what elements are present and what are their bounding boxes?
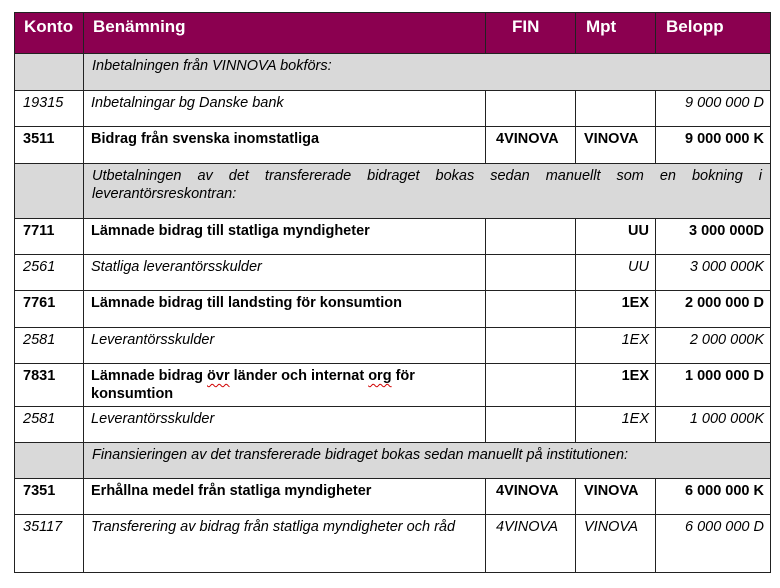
- fin-cell: [486, 291, 576, 328]
- mpt-cell: 1EX: [576, 328, 656, 364]
- mpt-cell: UU: [576, 255, 656, 291]
- belopp-cell: 9 000 000 K: [656, 127, 771, 164]
- benamning-cell: Statliga leverantörsskulder: [84, 255, 486, 291]
- header-fin: FIN: [486, 13, 576, 54]
- table-row: [15, 255, 771, 291]
- belopp-cell: 6 000 000 D: [656, 515, 771, 573]
- header-benamning: Benämning: [84, 13, 486, 54]
- fin-cell: 4VINOVA: [486, 127, 576, 164]
- header-konto: Konto: [15, 13, 84, 54]
- konto-cell: 7761: [15, 291, 84, 328]
- konto-cell: 35117: [15, 515, 84, 573]
- table-row: [15, 515, 771, 573]
- belopp-cell: 3 000 000D: [656, 219, 771, 255]
- mpt-cell: VINOVA: [576, 479, 656, 515]
- mpt-cell: [576, 91, 656, 127]
- konto-cell: 2561: [15, 255, 84, 291]
- spellcheck-word: övr: [207, 368, 230, 384]
- section-konto-cell: [15, 54, 84, 91]
- benamning-cell: Lämnade bidrag till landsting för konsumtion: [84, 291, 486, 328]
- benamning-cell: Transferering av bidrag från statliga myndigheter och råd: [84, 515, 486, 573]
- section-konto-cell: [15, 443, 84, 479]
- fin-cell: [486, 364, 576, 407]
- table-row: [15, 479, 771, 515]
- fin-cell: [486, 91, 576, 127]
- table-row: [15, 291, 771, 328]
- fin-cell: [486, 219, 576, 255]
- section-text-line-2: leverantörsreskontran:: [92, 186, 237, 202]
- konto-cell: 7831: [15, 364, 84, 407]
- header-belopp: Belopp: [656, 13, 771, 54]
- benamning-part: Lämnade bidrag: [91, 368, 208, 384]
- mpt-cell: UU: [576, 219, 656, 255]
- benamning-cell: Lämnade bidrag till statliga myndigheter: [84, 219, 486, 255]
- belopp-cell: 2 000 000 D: [656, 291, 771, 328]
- benamning-cell: Leverantörsskulder: [84, 407, 486, 443]
- konto-cell: 2581: [15, 407, 84, 443]
- table-row: [15, 127, 771, 164]
- section-konto-cell: [15, 164, 84, 219]
- section-text: Finansieringen av det transfererade bidraget bokas sedan manuellt på institutionen:: [84, 443, 771, 479]
- benamning-cell: Bidrag från svenska inomstatliga: [84, 127, 486, 164]
- belopp-cell: 1 000 000K: [656, 407, 771, 443]
- fin-cell: [486, 407, 576, 443]
- table-row: [15, 328, 771, 364]
- fin-cell: [486, 328, 576, 364]
- benamning-cell: Leverantörsskulder: [84, 328, 486, 364]
- mpt-cell: 1EX: [576, 291, 656, 328]
- table-row: [15, 219, 771, 255]
- section-text-line-1: Utbetalningen av det transfererade bidraget bokas sedan manuellt som en bokning i: [92, 168, 762, 184]
- fin-cell: 4VINOVA: [486, 515, 576, 573]
- mpt-cell: VINOVA: [576, 127, 656, 164]
- benamning-cell: Inbetalningar bg Danske bank: [84, 91, 486, 127]
- konto-cell: 7711: [15, 219, 84, 255]
- table-row: [15, 364, 771, 407]
- header-mpt: Mpt: [576, 13, 656, 54]
- table-row: [15, 54, 771, 91]
- belopp-cell: 3 000 000K: [656, 255, 771, 291]
- konto-cell: 3511: [15, 127, 84, 164]
- section-text: Inbetalningen från VINNOVA bokförs:: [84, 54, 771, 91]
- belopp-cell: 2 000 000K: [656, 328, 771, 364]
- benamning-part: länder och internat: [229, 368, 369, 384]
- konto-cell: 7351: [15, 479, 84, 515]
- table-row: [15, 91, 771, 127]
- table-header-row: [15, 13, 771, 54]
- spellcheck-word: org: [368, 368, 392, 384]
- konto-cell: 2581: [15, 328, 84, 364]
- mpt-cell: VINOVA: [576, 515, 656, 573]
- benamning-part: för konsumtion: [91, 368, 415, 402]
- belopp-cell: 1 000 000 D: [656, 364, 771, 407]
- fin-cell: [486, 255, 576, 291]
- accounting-table: [14, 12, 771, 573]
- benamning-cell: [84, 364, 486, 407]
- fin-cell: 4VINOVA: [486, 479, 576, 515]
- mpt-cell: 1EX: [576, 407, 656, 443]
- belopp-cell: 6 000 000 K: [656, 479, 771, 515]
- konto-cell: 19315: [15, 91, 84, 127]
- table-row: [15, 407, 771, 443]
- section-text: [84, 164, 771, 219]
- table-row: [15, 164, 771, 219]
- table-row: [15, 443, 771, 479]
- belopp-cell: 9 000 000 D: [656, 91, 771, 127]
- mpt-cell: 1EX: [576, 364, 656, 407]
- benamning-cell: Erhållna medel från statliga myndigheter: [84, 479, 486, 515]
